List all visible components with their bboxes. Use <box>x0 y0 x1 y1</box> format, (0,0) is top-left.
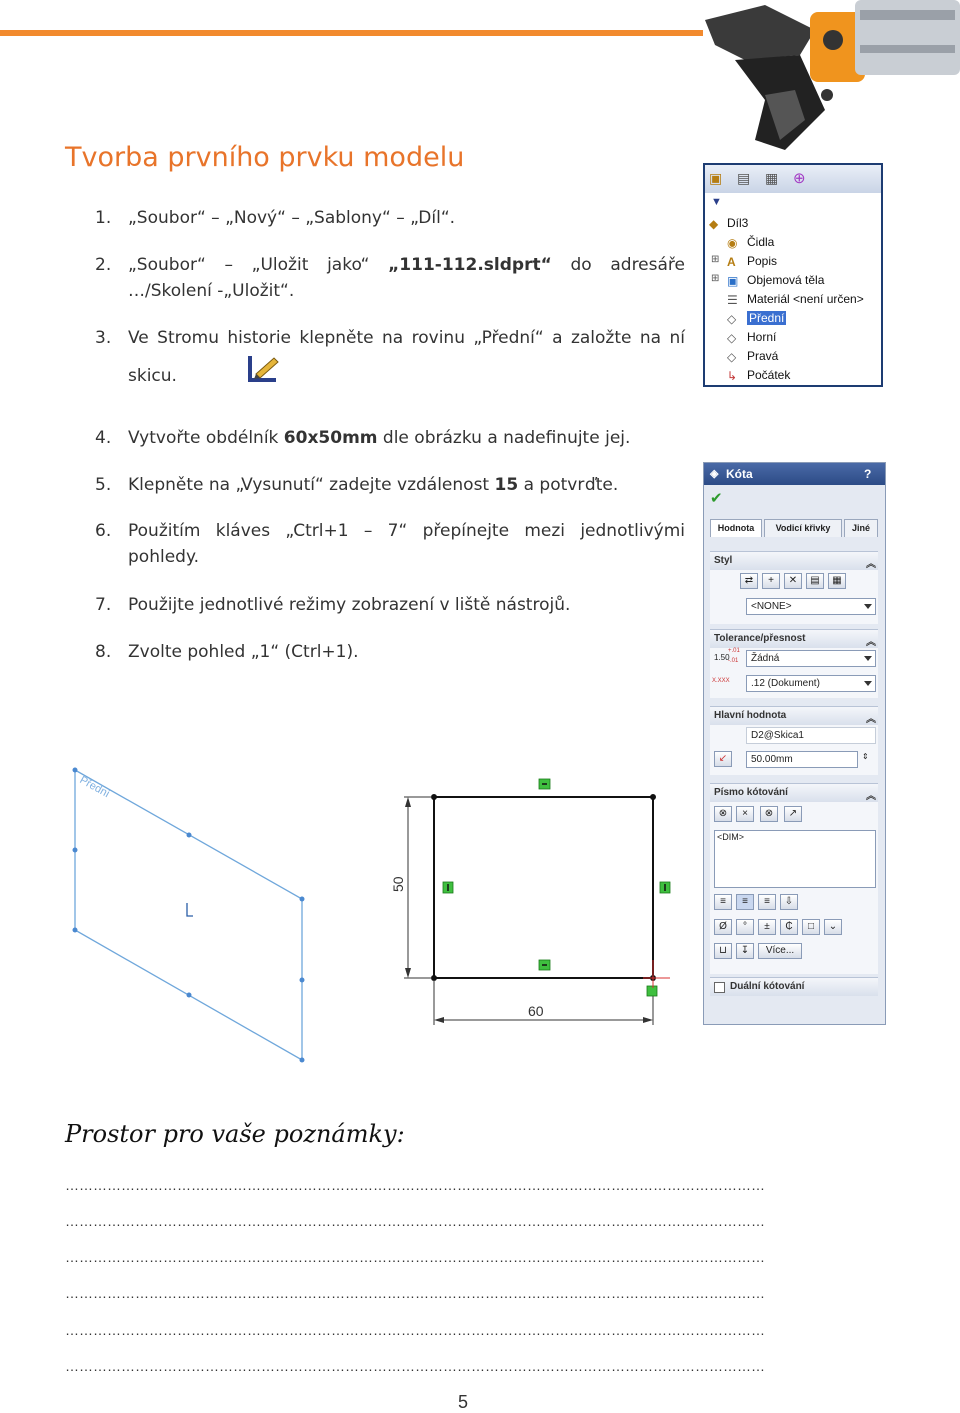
tree-item-origin[interactable] <box>727 368 791 383</box>
step-line: …/Skolení -„Uložit“. <box>128 281 295 301</box>
tolerance-plus: +.01 <box>728 648 740 654</box>
step-word: adresáře <box>610 255 685 275</box>
step-word: jednotlivými <box>580 521 685 541</box>
tree-item-front-plane[interactable] <box>727 311 786 326</box>
section-dual-dimension[interactable] <box>710 977 878 996</box>
note-line[interactable]: …………………………………………………………………………………………………………………………………… <box>65 1322 765 1338</box>
origin-icon: ↳ <box>727 369 738 383</box>
tolerance-sample: 1.50 <box>714 653 730 662</box>
tree-item-right-plane[interactable] <box>727 349 779 364</box>
configuration-manager-icon[interactable]: ▦ <box>765 170 779 186</box>
step-number: 2. <box>95 255 112 275</box>
dim-text-parentheses-icon[interactable]: ⊗ <box>714 806 732 822</box>
header-rule <box>0 30 703 36</box>
dim-text-offset-icon[interactable]: ↗ <box>784 806 802 822</box>
feature-tree-panel <box>703 163 883 387</box>
tab-value[interactable]: Hodnota <box>710 519 762 537</box>
panel-header <box>704 463 885 485</box>
counterbore-symbol-icon[interactable]: ⊔ <box>714 943 732 959</box>
ok-check-icon[interactable]: ✔ <box>710 490 723 507</box>
dimension-value-field[interactable] <box>746 751 858 768</box>
step-3 <box>95 325 685 389</box>
step-number: 6. <box>95 521 112 541</box>
note-line[interactable]: …………………………………………………………………………………………………………………………………… <box>65 1358 765 1374</box>
step-text: Zvolte pohled „1“ (Ctrl+1). <box>128 642 359 662</box>
step-text <box>128 425 685 451</box>
section-tolerance-header[interactable] <box>710 629 878 648</box>
tree-item-material[interactable] <box>727 292 864 307</box>
tree-item-label: Čidla <box>747 235 775 249</box>
step-word: „Ctrl+1 <box>285 521 349 541</box>
note-line[interactable]: …………………………………………………………………………………………………………………………………… <box>65 1285 765 1301</box>
step-text-part: Vytvořte obdélník <box>128 428 284 448</box>
chevron-down-icon <box>864 656 872 661</box>
precision-select[interactable] <box>746 675 876 692</box>
section-title: Hlavní hodnota <box>714 710 787 721</box>
dimxpert-icon[interactable]: ⊕ <box>793 170 806 187</box>
chevron-down-icon <box>864 681 872 686</box>
square-symbol-icon[interactable]: □ <box>802 919 820 935</box>
step-word: 7“ <box>387 521 408 541</box>
step-line: pohledy. <box>128 547 199 567</box>
tolerance-minus: -.01 <box>728 658 739 664</box>
reverse-direction-icon[interactable]: ↙ <box>714 751 732 767</box>
centerline-symbol-icon[interactable]: ₵ <box>780 919 798 935</box>
note-line[interactable]: …………………………………………………………………………………………………………………………………… <box>65 1177 765 1193</box>
front-plane-drawing <box>65 760 315 1070</box>
step-number: 7. <box>95 595 112 615</box>
step-text-bold: 60x50mm <box>283 428 378 448</box>
step-line <box>128 518 685 544</box>
section-title: Duální kótování <box>730 981 805 992</box>
step-word: Použitím <box>128 521 201 541</box>
step-text <box>128 252 685 304</box>
style-select[interactable] <box>746 598 876 615</box>
diameter-symbol-icon[interactable]: Ø <box>714 919 732 935</box>
tree-item-sensors[interactable] <box>727 235 775 250</box>
degree-symbol-icon[interactable]: ° <box>736 919 754 935</box>
style-delete-icon[interactable]: ✕ <box>784 573 802 589</box>
step-1 <box>95 205 685 231</box>
step-7 <box>95 592 685 618</box>
plus-minus-symbol-icon[interactable]: ± <box>758 919 776 935</box>
section-dim-text-header[interactable] <box>710 783 878 802</box>
step-text: „Soubor“ – „Nový“ – „Sablony“ – „Díl“. <box>128 208 456 228</box>
step-word: – <box>224 255 233 275</box>
step-number: 5. <box>95 475 112 495</box>
tree-item-label: Materiál <není určen> <box>747 292 864 306</box>
step-6 <box>95 518 685 570</box>
field-value: 50.00mm <box>751 754 793 765</box>
step-word: kláves <box>215 521 271 541</box>
material-icon: ☰ <box>727 293 738 307</box>
section-title: Písmo kótování <box>714 787 788 798</box>
hydraulic-tool-image <box>705 0 960 165</box>
notes-title: Prostor pro vaše poznámky: <box>65 1120 405 1148</box>
step-text-part: a potvrďte. <box>518 475 619 495</box>
dimension-property-panel <box>703 462 886 1025</box>
step-text <box>128 325 685 389</box>
collapse-icon[interactable]: ︽ <box>866 559 876 570</box>
step-line: skicu. <box>128 366 177 386</box>
tree-item-label: Díl3 <box>727 216 749 230</box>
step-text-part: Klepněte na „Vysunutí“ zadejte vzdálenost <box>128 475 495 495</box>
annotation-icon: A <box>727 255 736 269</box>
tree-item-label: Popis <box>747 254 778 268</box>
dual-dimension-checkbox[interactable] <box>714 982 725 993</box>
tree-item-label: Počátek <box>747 368 791 382</box>
dimension-60-label[interactable]: 60 <box>528 1003 544 1019</box>
step-number: 4. <box>95 428 112 448</box>
align-left-icon[interactable]: ≡ <box>714 894 732 910</box>
tree-item-label: Pravá <box>747 349 779 363</box>
tree-item-top-plane[interactable] <box>727 330 777 345</box>
expand-icon[interactable]: ⊞ <box>711 273 720 284</box>
solid-bodies-icon: ▣ <box>727 274 739 288</box>
depth-symbol-icon[interactable]: ↧ <box>736 943 754 959</box>
chevron-down-icon[interactable]: ⌄ <box>824 919 842 935</box>
page-number: 5 <box>458 1392 469 1412</box>
step-5 <box>95 472 685 498</box>
plane-label: Přední <box>77 774 112 801</box>
file-name: „111-112.sldprt“ <box>388 255 552 275</box>
dim-text-value: <DIM> <box>717 832 745 842</box>
field-value: D2@Skica1 <box>751 730 804 741</box>
style-save-icon[interactable]: ▤ <box>806 573 824 589</box>
plane-icon: ◇ <box>727 350 737 364</box>
step-text-part: dle obrázku a nadefinujte jej. <box>377 428 631 448</box>
tree-item-label: Objemová těla <box>747 273 825 287</box>
expand-icon[interactable]: ⊞ <box>711 254 720 265</box>
spin-stepper-icon[interactable]: ⇕ <box>862 752 869 761</box>
dim-text-inspection-icon[interactable]: ⊗ <box>760 806 778 822</box>
step-word: „Soubor“ <box>128 255 206 275</box>
dimension-50-label[interactable]: 50 <box>390 876 406 892</box>
step-4 <box>95 425 685 451</box>
style-apply-icon[interactable]: ⇄ <box>740 573 758 589</box>
step-text <box>128 518 685 570</box>
style-load-icon[interactable]: ▦ <box>828 573 846 589</box>
step-number: 1. <box>95 208 112 228</box>
collapse-icon[interactable]: ︽ <box>866 637 876 648</box>
step-word: mezi <box>524 521 566 541</box>
step-text: Použijte jednotlivé režimy zobrazení v liště nástrojů. <box>128 595 571 615</box>
tree-item-solid-bodies[interactable] <box>711 273 825 288</box>
rectangle-sketch <box>385 770 675 1030</box>
page-title: Tvorba prvního prvku modelu <box>65 142 465 173</box>
align-center-icon[interactable]: ≡ <box>736 894 754 910</box>
part-icon: ◆ <box>709 217 719 231</box>
tree-toolbar <box>705 165 881 193</box>
tab-leaders[interactable]: Vodicí křivky <box>764 519 842 537</box>
dimension-name-field[interactable] <box>746 727 876 744</box>
dim-text-area[interactable] <box>714 830 876 888</box>
align-right-icon[interactable]: ≡ <box>758 894 776 910</box>
tree-item-annotations[interactable] <box>711 254 778 269</box>
insert-above-icon[interactable]: ⇩ <box>780 894 798 910</box>
tab-other[interactable]: Jiné <box>844 519 878 537</box>
filter-icon[interactable]: ▼ <box>711 196 722 208</box>
section-title: Tolerance/přesnost <box>714 633 806 644</box>
tree-item-label: Přední <box>749 311 785 325</box>
step-2 <box>95 252 685 304</box>
step-text <box>128 472 685 498</box>
step-line <box>128 252 685 278</box>
section-style-header[interactable] <box>710 551 878 570</box>
precision-sample: X.XXX <box>712 678 730 684</box>
note-line[interactable]: …………………………………………………………………………………………………………………………………… <box>65 1213 765 1229</box>
note-line[interactable]: …………………………………………………………………………………………………………………………………… <box>65 1249 765 1265</box>
collapse-icon[interactable]: ︽ <box>866 714 876 725</box>
plane-icon: ◇ <box>727 331 737 345</box>
section-tolerance-body <box>710 648 878 698</box>
panel-title: Kóta <box>726 467 753 481</box>
select-value: <NONE> <box>751 601 792 612</box>
step-word: jako“ <box>327 255 370 275</box>
help-button[interactable]: ? <box>864 467 872 481</box>
dimension-icon: ◈ <box>710 468 719 480</box>
chevron-down-icon <box>864 604 872 609</box>
select-value: Žádná <box>751 653 780 664</box>
step-number: 3. <box>95 328 112 348</box>
plane-icon: ◇ <box>727 312 737 326</box>
section-title: Styl <box>714 555 733 566</box>
section-style-body <box>710 570 878 624</box>
collapse-icon[interactable]: ︽ <box>866 791 876 802</box>
tolerance-select[interactable] <box>746 650 876 667</box>
tree-item-label: Horní <box>747 330 777 344</box>
select-value: .12 (Dokument) <box>751 678 820 689</box>
section-primary-value-header[interactable] <box>710 706 878 725</box>
step-number: 8. <box>95 642 112 662</box>
property-manager-icon[interactable]: ▤ <box>737 170 751 186</box>
style-add-icon[interactable]: + <box>762 573 780 589</box>
tree-item-part[interactable] <box>709 216 749 231</box>
step-word: přepínejte <box>422 521 510 541</box>
dim-text-center-icon[interactable]: × <box>736 806 754 822</box>
step-8 <box>95 639 685 665</box>
feature-manager-icon[interactable]: ▣ <box>709 170 723 186</box>
section-dim-text-body <box>710 802 878 974</box>
sensor-icon: ◉ <box>727 236 738 250</box>
step-word: „Uložit <box>251 255 309 275</box>
more-symbols-button[interactable]: Více... <box>758 943 802 959</box>
step-text-bold: 15 <box>494 475 519 495</box>
step-word: – <box>363 521 373 541</box>
step-word: do <box>570 255 592 275</box>
sketch-icon <box>246 352 280 384</box>
step-line: Ve Stromu historie klepněte na rovinu „Přední“ a založte na ní <box>128 328 685 348</box>
section-primary-value-body <box>710 725 878 775</box>
